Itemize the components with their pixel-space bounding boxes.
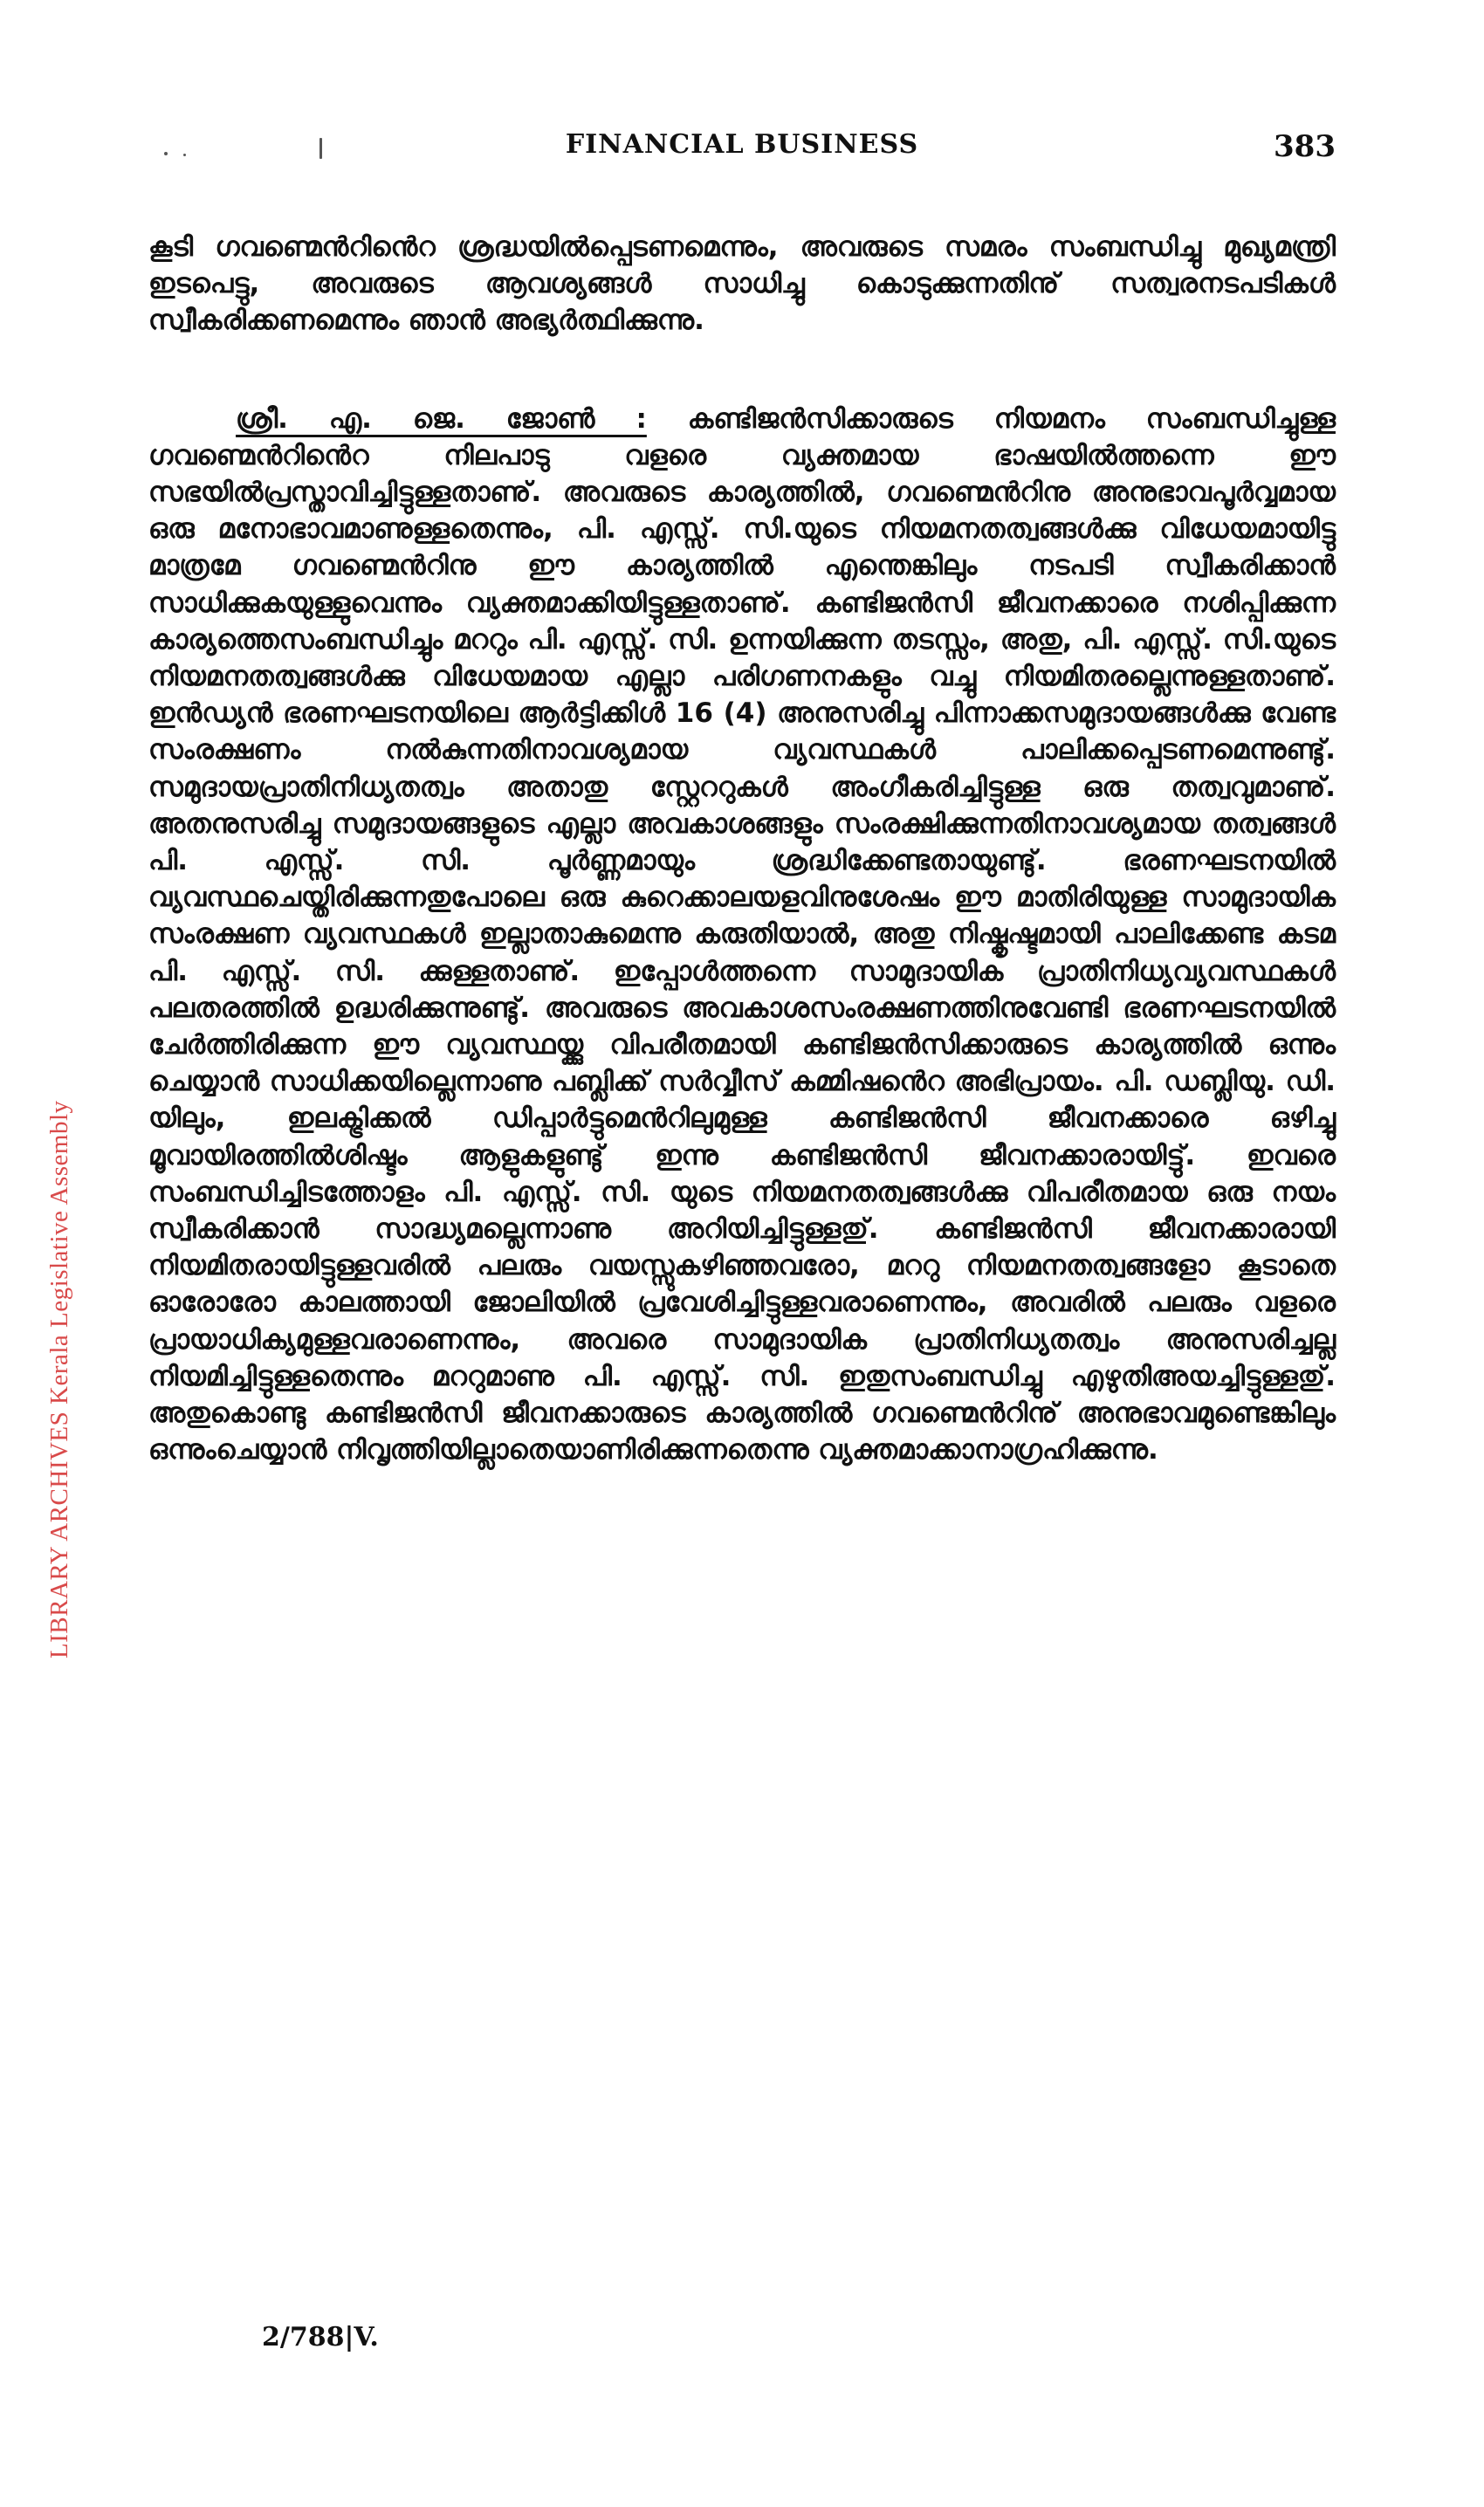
speech-text: കണ്ടിജൻസിക്കാരുടെ നിയമനം സംബന്ധിച്ചുള്ള ഗവണ്മെൻറിൻെറ നിലപാടു വളരെ വ്യക്തമായ ഭാഷയിൽത്തന്നെ ഈ സഭയിൽപ്രസ്താവിച്ചിട്ടുള്ളതാണു്. അവരുടെ കാര്യത്തിൽ, ഗവണ്മെൻറിനു അനുഭാവപൂർവ്വമായ ഒരു മനോഭാവമാണുള്ളതെന്നും, പി. എസ്സ്. സി.യുടെ നിയമനതത്വങ്ങൾക്കു വിധേയമായിട്ടു മാത്രമേ ഗവണ്മെൻറിനു ഈ കാര്യത്തിൽ എന്തെങ്കിലും നടപടി സ്വീകരിക്കാൻ സാധിക്കുകയുള്ളുവെന്നും വ്യക്തമാക്കിയിട്ടുള്ളതാണു്. കണ്ടിജൻസി ജീവനക്കാരെ നശിപ്പിക്കുന്ന കാര്യത്തെസംബന്ധിച്ചും മററും പി. എസ്സ്. സി. ഉന്നയിക്കുന്ന തടസ്സം, അതു, പി. എസ്സ്. സി.യുടെ നിയമനതത്വങ്ങൾക്കു വിധേയമായ എല്ലാ പരിഗണനകളും വച്ചു നിയമിതരല്ലെന്നുള്ളതാണു്. ഇൻഡ്യൻ ഭരണഘടനയിലെ ആർട്ടിക്കിൾ 16 (4) അനുസരിച്ചു പിന്നാക്കസമുദായങ്ങൾക്കു വേണ്ട സംരക്ഷണം നൽകുന്നതിനാവശ്യമായ വ്യവസ്ഥകൾ പാലിക്കപ്പെടണമെന്നുണ്ടു്. സമുദായപ്രാതിനിധ്യതത്വം അതാതു സ്റ്റേററുകൾ അംഗീകരിച്ചിട്ടുള്ള ഒരു തത്വവുമാണു്. അതനുസരിച്ചു സമുദായങ്ങളുടെ എല്ലാ അവകാശങ്ങളും സംരക്ഷിക്കുന്നതിനാവശ്യമായ തത്വങ്ങൾ പി. എസ്സ്. സി. പൂർണ്ണമായും ശ്രദ്ധിക്കേണ്ടതായുണ്ടു്. ഭരണഘടനയിൽ വ്യവസ്ഥചെയ്തിരിക്കുന്നതുപോലെ ഒരു കുറെക്കാലയളവിനുശേഷം ഈ മാതിരിയുള്ള സാമുദായിക സംരക്ഷണ വ്യവസ്ഥകൾ ഇല്ലാതാകുമെന്നു കരുതിയാൽ, അതു നിഷ്കൃഷ്ടമായി പാലിക്കേണ്ട കടമ പി. എസ്സ്. സി. ക്കുള്ളതാണു്. ഇപ്പോൾത്തന്നെ സാമുദായിക പ്രാതിനിധ്യവ്യവസ്ഥകൾ പലതരത്തിൽ ഉദ്ധരിക്കുന്നുണ്ടു്. അവരുടെ അവകാശസംരക്ഷണത്തിനുവേണ്ടി ഭരണഘടനയിൽ ചേർത്തിരിക്കുന്ന ഈ വ്യവസ്ഥയ്ക്കു വിപരീതമായി കണ്ടിജൻസിക്കാരുടെ കാര്യത്തിൽ ഒന്നും ചെയ്യാൻ സാധിക്കയില്ലെന്നാണു പബ്ലിക്ക് സർവ്വീസ് കമ്മിഷൻെറ അഭിപ്രായം. പി. ഡബ്ലിയു. ഡി. യിലും, ഇലക്ട്രിക്കൽ ഡിപ്പാർട്ടുമെൻറിലുമുള്ള കണ്ടിജൻസി ജീവനക്കാരെ ഒഴിച്ചു മൂവായിരത്തിൽശിഷ്ടം ആളുകളുണ്ടു് ഇന്നു കണ്ടിജൻസി ജീവനക്കാരായിട്ടു്. ഇവരെ സംബന്ധിച്ചിടത്തോളം പി. എസ്സ്. സി. യുടെ നിയമനതത്വങ്ങൾക്കു വിപരീതമായ ഒരു നയം സ്വീകരിക്കാൻ സാദ്ധ്യമല്ലെന്നാണു അറിയിച്ചിട്ടുള്ളതു്. കണ്ടിജൻസി ജീവനക്കാരായി നിയമിതരായിട്ടുള്ളവരിൽ പലരും വയസ്സുകഴിഞ്ഞവരോ, മററു നിയമനതത്വങ്ങളോ കൂടാതെ ഓരോരോ കാലത്തായി ജോലിയിൽ പ്രവേശിച്ചിട്ടുള്ളവരാണെന്നും, അവരിൽ പലരും വളരെ പ്രായാധിക്യമുള്ളവരാണെന്നും, അവരെ സാമുദായിക പ്രാതിനിധ്യതത്വം അനുസരിച്ചല്ല നിയമിച്ചിട്ടുള്ളതെന്നും മററുമാണു പി. എസ്സ്. സി. ഇതുസംബന്ധിച്ചു എഴുതിഅയച്ചിട്ടുള്ളതു്. അതുകൊണ്ടു കണ്ടിജൻസി ജീവനക്കാരുടെ കാര്യത്തിൽ ഗവണ്മെൻറിനു് അനുഭാവമുണ്ടെങ്കിലും ഒന്നുംചെയ്യാൻ നിവൃത്തിയില്ലാതെയാണിരിക്കുന്നതെന്നു വ്യക്തമാക്കാനാഗ്രഹിക്കുന്നു. bbox=[148, 402, 1336, 1466]
page-number: 383 bbox=[1274, 129, 1336, 164]
footer-print-code: 2/788|V. bbox=[262, 2322, 379, 2352]
page-header bbox=[148, 122, 1336, 175]
running-head-title: FINANCIAL BUSINESS bbox=[565, 129, 919, 160]
speaker-name: ശ്രീ. എ. ജെ. ജോൺ : bbox=[236, 402, 647, 435]
paragraph-2 bbox=[148, 401, 1336, 1469]
watermark-text: LIBRARY ARCHIVES Kerala Legislative Assembly bbox=[45, 1100, 73, 1659]
paragraph-1: കൂടി ഗവണ്മെൻറിൻെറ ശ്രദ്ധയിൽപ്പെടണമെന്നും, അവരുടെ സമരം സംബന്ധിച്ചു മുഖ്യമന്ത്രി ഇടപെട്ടു, അവരുടെ ആവശ്യങ്ങൾ സാധിച്ചു കൊടുക്കുന്നതിനു് സത്വരനടപടികൾ സ്വീകരിക്കണമെന്നും ഞാൻ അഭ്യർത്ഥിക്കുന്നു. bbox=[148, 231, 1336, 337]
body-text bbox=[148, 229, 1336, 1469]
